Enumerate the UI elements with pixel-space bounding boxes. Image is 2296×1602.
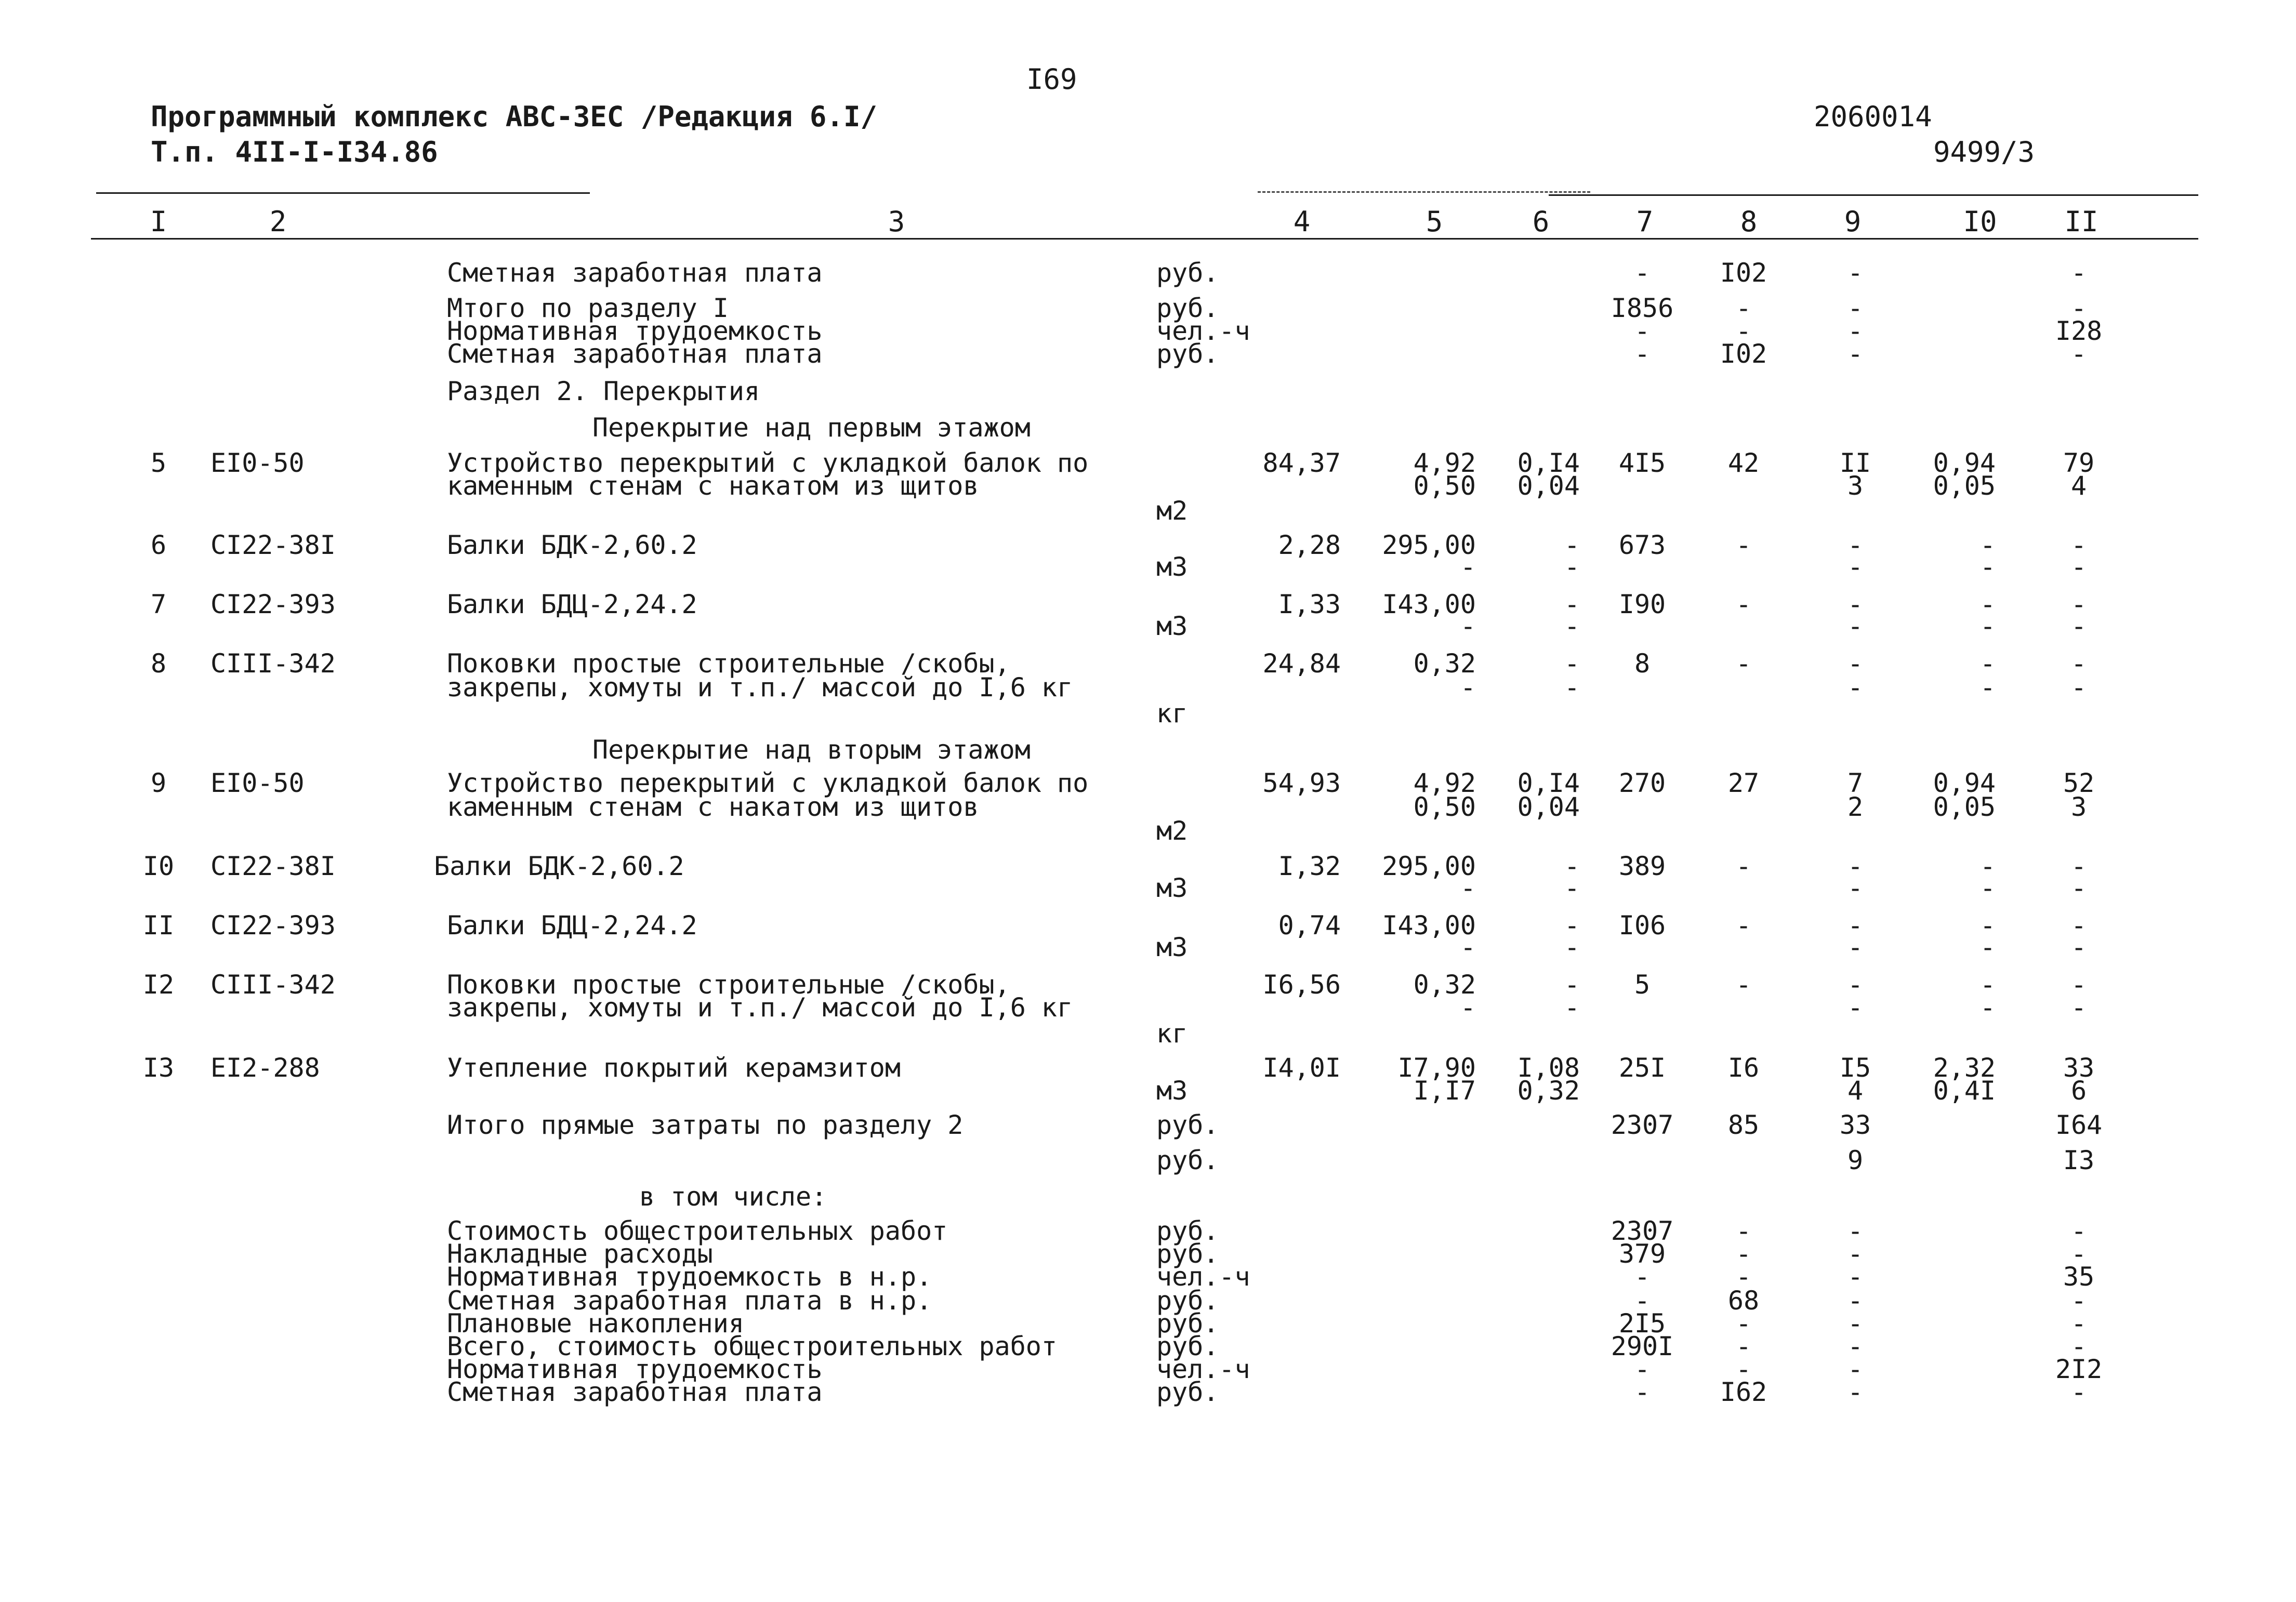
rule-top-left xyxy=(96,192,590,194)
column-header-7: 7 xyxy=(1636,205,1654,238)
row-39-c11: - xyxy=(2070,1377,2087,1407)
row-39-c7: - xyxy=(1634,1377,1651,1407)
row-22-code: CI22-393 xyxy=(210,910,336,941)
row-18-c10: 0,05 xyxy=(1933,792,1996,822)
row-7-name: каменным стенам с накатом из щитов xyxy=(447,471,979,501)
row-11-c4: I,33 xyxy=(1278,589,1341,619)
row-17-c6: 0,I4 xyxy=(1517,768,1580,798)
row-21-c10: - xyxy=(1980,873,1996,903)
row-38-c7: - xyxy=(1634,1354,1651,1384)
row-13-c4: 24,84 xyxy=(1262,648,1341,679)
row-23-c10: - xyxy=(1980,932,1996,962)
row-0-c8: I02 xyxy=(1720,258,1767,288)
column-header-8: 8 xyxy=(1740,205,1758,238)
row-38-c8: - xyxy=(1735,1354,1752,1384)
row-34-c9: - xyxy=(1847,1262,1864,1292)
row-20-c6: - xyxy=(1564,851,1580,881)
row-39-c9: - xyxy=(1847,1377,1864,1407)
row-6-c7: 4I5 xyxy=(1618,448,1666,478)
row-1-unit: руб. xyxy=(1156,293,1219,323)
row-34-name: Нормативная трудоемкость в н.р. xyxy=(447,1262,932,1292)
column-header-9: 9 xyxy=(1844,205,1862,238)
row-37-unit: руб. xyxy=(1156,1331,1219,1361)
row-22-c7: I06 xyxy=(1618,910,1666,941)
row-7-c10: 0,05 xyxy=(1933,471,1996,501)
row-13-c11: - xyxy=(2070,648,2087,679)
row-13-c10: - xyxy=(1980,648,1996,679)
document-code: 2060014 xyxy=(1814,100,1932,133)
row-27-c9: I5 xyxy=(1839,1053,1871,1083)
row-17-c9: 7 xyxy=(1847,768,1864,798)
row-12-c9: - xyxy=(1847,611,1864,641)
program-title: Программный комплекс АВС-3ЕС /Редакция 6.I/ xyxy=(151,100,877,133)
row-33-unit: руб. xyxy=(1156,1239,1219,1269)
row-27-c4: I4,0I xyxy=(1262,1053,1341,1083)
row-14-c6: - xyxy=(1564,672,1580,703)
row-6-c5: 4,92 xyxy=(1413,448,1476,478)
row-29-c9: 33 xyxy=(1839,1110,1871,1140)
row-37-c8: - xyxy=(1735,1331,1752,1361)
row-27-no: I3 xyxy=(142,1053,175,1083)
row-27-c7: 25I xyxy=(1618,1053,1666,1083)
column-header-10: I0 xyxy=(1963,205,1997,238)
row-13-c7: 8 xyxy=(1634,648,1651,679)
row-11-code: CI22-393 xyxy=(210,589,336,619)
row-24-c11: - xyxy=(2070,970,2087,1000)
row-2-c7: - xyxy=(1634,316,1651,346)
row-34-c7: - xyxy=(1634,1262,1651,1292)
row-35-c11: - xyxy=(2070,1286,2087,1316)
row-35-name: Сметная заработная плата в н.р. xyxy=(447,1286,932,1316)
row-38-c9: - xyxy=(1847,1354,1864,1384)
row-25-name: закрепы, хомуты и т.п./ массой до I,6 кг xyxy=(447,992,1073,1023)
row-7-c6: 0,04 xyxy=(1517,471,1580,501)
row-7-c9: 3 xyxy=(1847,471,1864,501)
row-13-c9: - xyxy=(1847,648,1864,679)
row-32-c7: 2307 xyxy=(1611,1216,1674,1246)
row-24-c6: - xyxy=(1564,970,1580,1000)
row-16-name: Перекрытие над вторым этажом xyxy=(592,735,1031,765)
row-11-name: Балки БДЦ-2,24.2 xyxy=(447,589,697,619)
row-6-c10: 0,94 xyxy=(1933,448,1996,478)
row-24-c10: - xyxy=(1980,970,1996,1000)
row-23-unit: м3 xyxy=(1156,932,1188,962)
row-27-c11: 33 xyxy=(2063,1053,2095,1083)
row-33-c9: - xyxy=(1847,1239,1864,1269)
row-20-c10: - xyxy=(1980,851,1996,881)
row-27-code: EI2-288 xyxy=(210,1053,320,1083)
row-25-c6: - xyxy=(1564,992,1580,1023)
row-2-c9: - xyxy=(1847,316,1864,346)
row-14-c11: - xyxy=(2070,672,2087,703)
row-38-c11: 2I2 xyxy=(2055,1354,2103,1384)
rule-header-bottom xyxy=(91,238,2198,240)
row-36-c8: - xyxy=(1735,1308,1752,1339)
row-9-name: Балки БДК-2,60.2 xyxy=(447,530,697,560)
row-29-unit: руб. xyxy=(1156,1110,1219,1140)
row-23-c5: - xyxy=(1460,932,1476,962)
row-20-no: I0 xyxy=(142,851,175,881)
row-38-name: Нормативная трудоемкость xyxy=(447,1354,823,1384)
row-2-name: Нормативная трудоемкость xyxy=(447,316,823,346)
row-35-unit: руб. xyxy=(1156,1286,1219,1316)
row-37-c7: 290I xyxy=(1611,1331,1674,1361)
row-6-c6: 0,I4 xyxy=(1517,448,1580,478)
row-13-code: CIII-342 xyxy=(210,648,336,679)
row-2-unit: чел.-ч xyxy=(1156,316,1250,346)
row-32-c9: - xyxy=(1847,1216,1864,1246)
column-header-11: II xyxy=(2064,205,2099,238)
row-6-name: Устройство перекрытий с укладкой балок по xyxy=(447,448,1089,478)
row-17-c5: 4,92 xyxy=(1413,768,1476,798)
row-20-c11: - xyxy=(2070,851,2087,881)
row-20-c5: 295,00 xyxy=(1382,851,1476,881)
row-28-c5: I,I7 xyxy=(1413,1076,1476,1106)
row-30-c9: 9 xyxy=(1847,1145,1864,1175)
row-9-c11: - xyxy=(2070,530,2087,560)
row-22-c8: - xyxy=(1735,910,1752,941)
row-29-c8: 85 xyxy=(1727,1110,1760,1140)
row-10-c10: - xyxy=(1980,552,1996,582)
row-27-name: Утепление покрытий керамзитом xyxy=(447,1053,901,1083)
sheet-number: 9499/3 xyxy=(1933,136,2035,168)
row-19-unit: м2 xyxy=(1156,816,1188,846)
row-18-c6: 0,04 xyxy=(1517,792,1580,822)
column-header-1: I xyxy=(150,205,167,238)
row-39-c8: I62 xyxy=(1720,1377,1767,1407)
row-15-unit: кг xyxy=(1156,698,1188,729)
row-17-c7: 270 xyxy=(1618,768,1666,798)
row-35-c8: 68 xyxy=(1727,1286,1760,1316)
row-24-code: CIII-342 xyxy=(210,970,336,1000)
row-36-name: Плановые накопления xyxy=(447,1308,744,1339)
row-2-c8: - xyxy=(1735,316,1752,346)
row-23-c6: - xyxy=(1564,932,1580,962)
row-34-c11: 35 xyxy=(2063,1262,2095,1292)
row-9-c6: - xyxy=(1564,530,1580,560)
row-23-c9: - xyxy=(1847,932,1864,962)
row-1-name: Мтого по разделу I xyxy=(447,293,729,323)
row-13-name: Поковки простые строительные /скобы, xyxy=(447,648,1010,679)
row-22-c4: 0,74 xyxy=(1278,910,1341,941)
row-11-c10: - xyxy=(1980,589,1996,619)
column-header-3: 3 xyxy=(888,205,905,238)
row-35-c9: - xyxy=(1847,1286,1864,1316)
row-9-no: 6 xyxy=(150,530,167,560)
row-1-c7: I856 xyxy=(1611,293,1674,323)
row-12-c11: - xyxy=(2070,611,2087,641)
row-30-c11: I3 xyxy=(2063,1145,2095,1175)
row-28-c11: 6 xyxy=(2070,1076,2087,1106)
row-36-unit: руб. xyxy=(1156,1308,1219,1339)
row-33-c8: - xyxy=(1735,1239,1752,1269)
row-0-c7: - xyxy=(1634,258,1651,288)
row-13-c5: 0,32 xyxy=(1413,648,1476,679)
row-9-c10: - xyxy=(1980,530,1996,560)
row-3-c9: - xyxy=(1847,339,1864,369)
project-designation: Т.п. 4II-I-I34.86 xyxy=(151,136,438,168)
row-24-c7: 5 xyxy=(1634,970,1651,1000)
row-3-name: Сметная заработная плата xyxy=(447,339,823,369)
row-3-c7: - xyxy=(1634,339,1651,369)
row-7-c5: 0,50 xyxy=(1413,471,1476,501)
column-header-5: 5 xyxy=(1426,205,1443,238)
row-20-c4: I,32 xyxy=(1278,851,1341,881)
row-24-c9: - xyxy=(1847,970,1864,1000)
row-38-unit: чел.-ч xyxy=(1156,1354,1250,1384)
row-32-name: Стоимость общестроительных работ xyxy=(447,1216,948,1246)
page-number: I69 xyxy=(1026,63,1077,96)
row-18-name: каменным стенам с накатом из щитов xyxy=(447,792,979,822)
row-20-name: Балки БДК-2,60.2 xyxy=(434,851,684,881)
row-27-c5: I7,90 xyxy=(1397,1053,1476,1083)
row-24-c4: I6,56 xyxy=(1262,970,1341,1000)
row-14-c5: - xyxy=(1460,672,1476,703)
row-7-c11: 4 xyxy=(2070,471,2087,501)
row-10-unit: м3 xyxy=(1156,552,1188,582)
row-36-c7: 2I5 xyxy=(1618,1308,1666,1339)
row-32-c8: - xyxy=(1735,1216,1752,1246)
row-25-c9: - xyxy=(1847,992,1864,1023)
row-18-c11: 3 xyxy=(2070,792,2087,822)
row-29-c11: I64 xyxy=(2055,1110,2103,1140)
row-21-c6: - xyxy=(1564,873,1580,903)
row-17-name: Устройство перекрытий с укладкой балок по xyxy=(447,768,1089,798)
row-5-name: Перекрытие над первым этажом xyxy=(592,413,1031,443)
rule-top-middle xyxy=(1258,191,1590,193)
row-18-c9: 2 xyxy=(1847,792,1864,822)
row-29-name: Итого прямые затраты по разделу 2 xyxy=(447,1110,964,1140)
row-25-c5: - xyxy=(1460,992,1476,1023)
column-header-4: 4 xyxy=(1293,205,1311,238)
row-36-c11: - xyxy=(2070,1308,2087,1339)
row-9-c5: 295,00 xyxy=(1382,530,1476,560)
row-28-unit: м3 xyxy=(1156,1076,1188,1106)
row-17-code: EI0-50 xyxy=(210,768,305,798)
row-11-c6: - xyxy=(1564,589,1580,619)
row-22-c10: - xyxy=(1980,910,1996,941)
row-11-c9: - xyxy=(1847,589,1864,619)
row-27-c8: I6 xyxy=(1727,1053,1760,1083)
row-12-c6: - xyxy=(1564,611,1580,641)
row-10-c11: - xyxy=(2070,552,2087,582)
row-28-c9: 4 xyxy=(1847,1076,1864,1106)
row-20-c9: - xyxy=(1847,851,1864,881)
row-0-name: Сметная заработная плата xyxy=(447,258,823,288)
row-21-unit: м3 xyxy=(1156,873,1188,903)
row-21-c9: - xyxy=(1847,873,1864,903)
row-13-c8: - xyxy=(1735,648,1752,679)
row-24-c5: 0,32 xyxy=(1413,970,1476,1000)
row-12-c10: - xyxy=(1980,611,1996,641)
row-27-c6: I,08 xyxy=(1517,1053,1580,1083)
row-4-name: Раздел 2. Перекрытия xyxy=(447,376,760,406)
row-22-c6: - xyxy=(1564,910,1580,941)
row-2-c11: I28 xyxy=(2055,316,2103,346)
row-20-c7: 389 xyxy=(1618,851,1666,881)
row-17-c8: 27 xyxy=(1727,768,1760,798)
row-6-c9: II xyxy=(1839,448,1871,478)
row-0-c11: - xyxy=(2070,258,2087,288)
row-30-unit: руб. xyxy=(1156,1145,1219,1175)
row-6-no: 5 xyxy=(150,448,167,478)
row-39-name: Сметная заработная плата xyxy=(447,1377,823,1407)
row-24-c8: - xyxy=(1735,970,1752,1000)
row-8-unit: м2 xyxy=(1156,496,1188,526)
row-14-c9: - xyxy=(1847,672,1864,703)
row-12-unit: м3 xyxy=(1156,611,1188,641)
row-37-c11: - xyxy=(2070,1331,2087,1361)
row-22-name: Балки БДЦ-2,24.2 xyxy=(447,910,697,941)
row-33-name: Накладные расходы xyxy=(447,1239,713,1269)
row-9-code: CI22-38I xyxy=(210,530,336,560)
row-9-c9: - xyxy=(1847,530,1864,560)
row-11-c11: - xyxy=(2070,589,2087,619)
row-14-c10: - xyxy=(1980,672,1996,703)
row-25-c11: - xyxy=(2070,992,2087,1023)
row-17-c4: 54,93 xyxy=(1262,768,1341,798)
row-6-code: EI0-50 xyxy=(210,448,305,478)
rule-top-right xyxy=(1549,194,2198,196)
row-37-name: Всего, стоимость общестроительных работ xyxy=(447,1331,1057,1361)
row-24-name: Поковки простые строительные /скобы, xyxy=(447,970,1010,1000)
row-6-c11: 79 xyxy=(2063,448,2095,478)
row-1-c11: - xyxy=(2070,293,2087,323)
row-22-c11: - xyxy=(2070,910,2087,941)
row-33-c7: 379 xyxy=(1618,1239,1666,1269)
row-24-no: I2 xyxy=(142,970,175,1000)
row-20-c8: - xyxy=(1735,851,1752,881)
row-11-c8: - xyxy=(1735,589,1752,619)
row-34-unit: чел.-ч xyxy=(1156,1262,1250,1292)
column-header-2: 2 xyxy=(269,205,287,238)
row-32-unit: руб. xyxy=(1156,1216,1219,1246)
row-11-c5: I43,00 xyxy=(1382,589,1476,619)
row-13-no: 8 xyxy=(150,648,167,679)
row-3-c11: - xyxy=(2070,339,2087,369)
row-35-c7: - xyxy=(1634,1286,1651,1316)
row-3-c8: I02 xyxy=(1720,339,1767,369)
row-22-no: II xyxy=(142,910,175,941)
row-22-c9: - xyxy=(1847,910,1864,941)
row-39-unit: руб. xyxy=(1156,1377,1219,1407)
row-17-c11: 52 xyxy=(2063,768,2095,798)
row-11-c7: I90 xyxy=(1618,589,1666,619)
column-header-6: 6 xyxy=(1532,205,1550,238)
row-12-c5: - xyxy=(1460,611,1476,641)
row-13-c6: - xyxy=(1564,648,1580,679)
row-1-c8: - xyxy=(1735,293,1752,323)
row-29-c7: 2307 xyxy=(1611,1110,1674,1140)
row-0-c9: - xyxy=(1847,258,1864,288)
row-14-name: закрепы, хомуты и т.п./ массой до I,6 кг xyxy=(447,672,1073,703)
row-22-c5: I43,00 xyxy=(1382,910,1476,941)
row-23-c11: - xyxy=(2070,932,2087,962)
row-32-c11: - xyxy=(2070,1216,2087,1246)
row-6-c8: 42 xyxy=(1727,448,1760,478)
row-28-c6: 0,32 xyxy=(1517,1076,1580,1106)
row-17-c10: 0,94 xyxy=(1933,768,1996,798)
row-27-c10: 2,32 xyxy=(1933,1053,1996,1083)
row-36-c9: - xyxy=(1847,1308,1864,1339)
row-18-c5: 0,50 xyxy=(1413,792,1476,822)
row-9-c7: 673 xyxy=(1618,530,1666,560)
row-17-no: 9 xyxy=(150,768,167,798)
row-21-c5: - xyxy=(1460,873,1476,903)
row-3-unit: руб. xyxy=(1156,339,1219,369)
row-1-c9: - xyxy=(1847,293,1864,323)
row-10-c6: - xyxy=(1564,552,1580,582)
row-25-c10: - xyxy=(1980,992,1996,1023)
row-9-c8: - xyxy=(1735,530,1752,560)
row-20-code: CI22-38I xyxy=(210,851,336,881)
row-10-c9: - xyxy=(1847,552,1864,582)
row-26-unit: кг xyxy=(1156,1018,1188,1049)
row-31-name: в том числе: xyxy=(639,1182,827,1212)
row-10-c5: - xyxy=(1460,552,1476,582)
row-33-c11: - xyxy=(2070,1239,2087,1269)
row-37-c9: - xyxy=(1847,1331,1864,1361)
row-9-c4: 2,28 xyxy=(1278,530,1341,560)
row-21-c11: - xyxy=(2070,873,2087,903)
row-0-unit: руб. xyxy=(1156,258,1219,288)
row-6-c4: 84,37 xyxy=(1262,448,1341,478)
row-34-c8: - xyxy=(1735,1262,1752,1292)
row-28-c10: 0,4I xyxy=(1933,1076,1996,1106)
row-11-no: 7 xyxy=(150,589,167,619)
